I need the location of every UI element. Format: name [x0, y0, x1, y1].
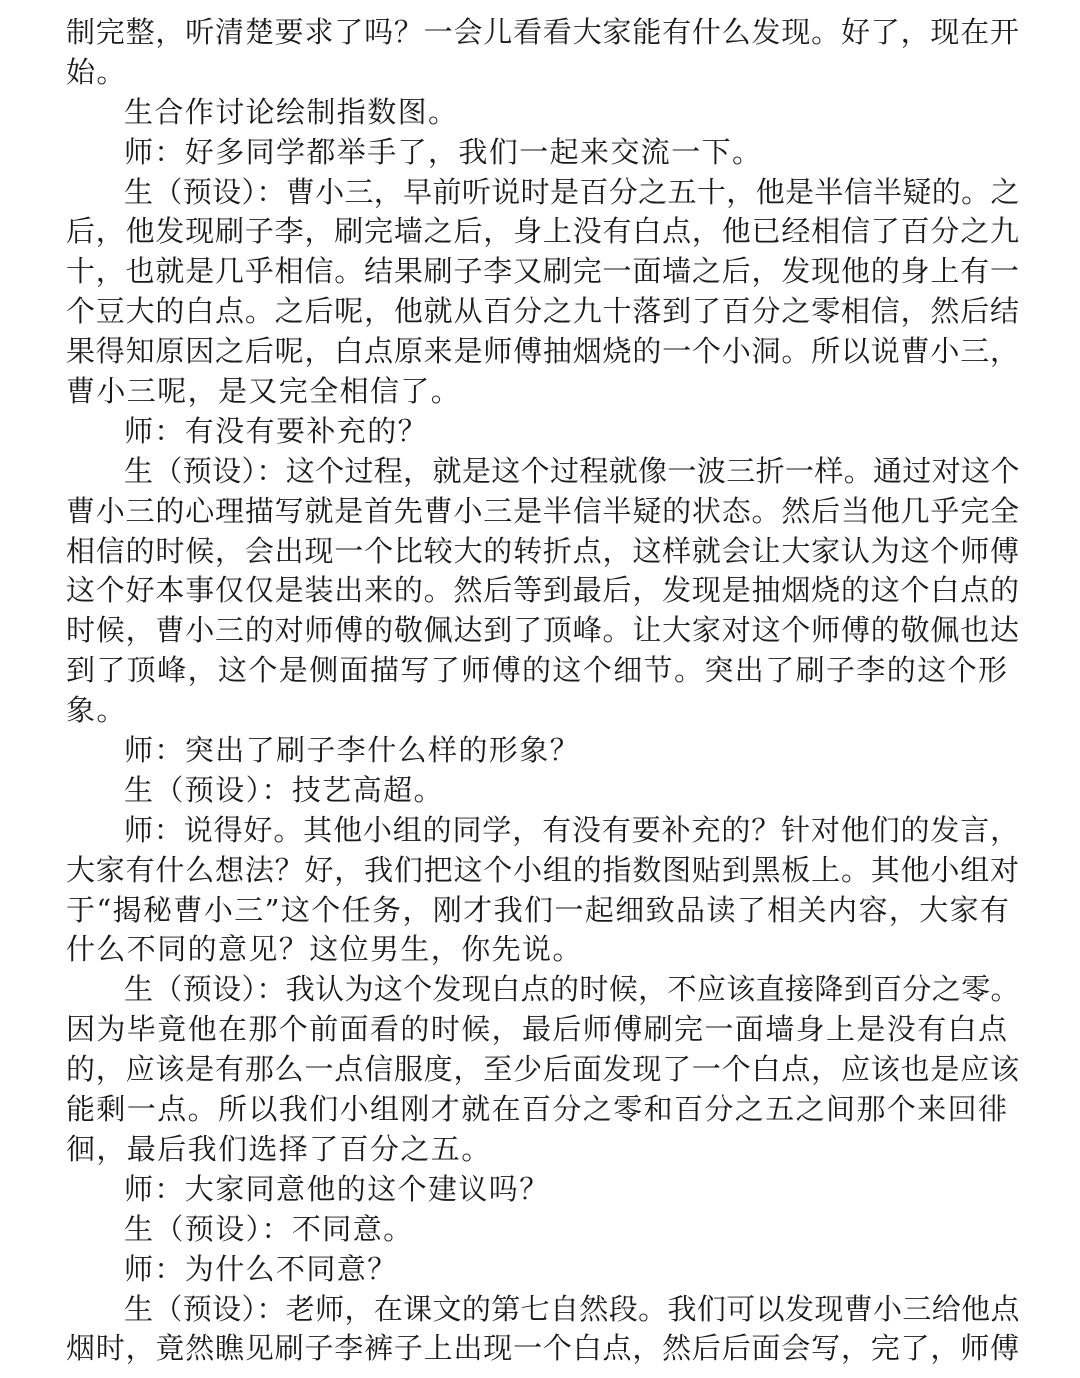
- text-line: 生（预设）：我认为这个发现白点的时候，不应该直接降到百分之零。: [124, 972, 1020, 1007]
- text-line: 师：为什么不同意？: [124, 1251, 398, 1286]
- text-line: 到了顶峰，这个是侧面描写了师傅的这个细节。突出了刷子李的这个形: [66, 653, 1009, 688]
- text-line: 能剩一点。所以我们小组刚才就在百分之零和百分之五之间那个来回徘: [66, 1092, 1009, 1127]
- text-line: 生（预设）：这个过程，就是这个过程就像一波三折一样。通过对这个: [124, 453, 1020, 488]
- text-line: 曹小三的心理描写就是首先曹小三是半信半疑的状态。然后当他几乎完全: [66, 493, 1020, 528]
- text-line: 师：有没有要补充的？: [124, 413, 429, 448]
- text-line: 时候，曹小三的对师傅的敬佩达到了顶峰。让大家对这个师傅的敬佩也达: [66, 613, 1020, 648]
- text-line: 师：突出了刷子李什么样的形象？: [124, 733, 581, 768]
- text-line: 烟时，竟然瞧见刷子李裤子上出现一个白点，然后后面会写，完了，师傅: [66, 1331, 1020, 1366]
- text-line: 因为毕竟他在那个前面看的时候，最后师傅刷完一面墙身上是没有白点: [66, 1012, 1009, 1047]
- text-line: 大家有什么想法？好，我们把这个小组的指数图贴到黑板上。其他小组对: [66, 852, 1020, 887]
- text-line: 个豆大的白点。之后呢，他就从百分之九十落到了百分之零相信，然后结: [66, 294, 1020, 329]
- text-line: 于“揭秘曹小三”这个任务，刚才我们一起细致品读了相关内容，大家有: [66, 892, 1011, 927]
- text-line: 生（预设）：曹小三，早前听说时是百分之五十，他是半信半疑的。之: [124, 174, 1020, 209]
- text-line: 果得知原因之后呢，白点原来是师傅抽烟烧的一个小洞。所以说曹小三，: [66, 334, 1020, 369]
- text-line: 师：说得好。其他小组的同学，有没有要补充的？针对他们的发言，: [124, 812, 1021, 847]
- text-line: 生（预设）：不同意。: [124, 1211, 414, 1246]
- transcript-text: [66, 13, 1020, 1369]
- text-line: 始。: [66, 54, 127, 89]
- text-line: 徊，最后我们选择了百分之五。: [66, 1131, 492, 1166]
- text-line: 生（预设）：老师，在课文的第七自然段。我们可以发现曹小三给他点: [124, 1291, 1020, 1326]
- text-line: 师：好多同学都举手了，我们一起来交流一下。: [124, 134, 763, 169]
- text-line: 生合作讨论绘制指数图。: [124, 94, 459, 129]
- text-line: 制完整，听清楚要求了吗？一会儿看看大家能有什么发现。好了，现在开: [66, 15, 1020, 49]
- text-line: 这个好本事仅仅是装出来的。然后等到最后，发现是抽烟烧的这个白点的: [66, 573, 1020, 608]
- text-line: 相信的时候，会出现一个比较大的转折点，这样就会让大家认为这个师傅: [66, 533, 1020, 568]
- text-line: 十，也就是几乎相信。结果刷子李又刷完一面墙之后，发现他的身上有一: [66, 254, 1020, 289]
- text-line: 曹小三呢，是又完全相信了。: [66, 374, 462, 409]
- text-line: 后，他发现刷子李，刷完墙之后，身上没有白点，他已经相信了百分之九: [66, 214, 1020, 249]
- text-line: 什么不同的意见？这位男生，你先说。: [66, 932, 583, 967]
- text-line: 师：大家同意他的这个建议吗？: [124, 1171, 550, 1206]
- text-line: 的，应该是有那么一点信服度，至少后面发现了一个白点，应该也是应该: [66, 1052, 1020, 1087]
- text-line: 生（预设）：技艺高超。: [124, 772, 444, 807]
- text-line: 象。: [66, 693, 127, 728]
